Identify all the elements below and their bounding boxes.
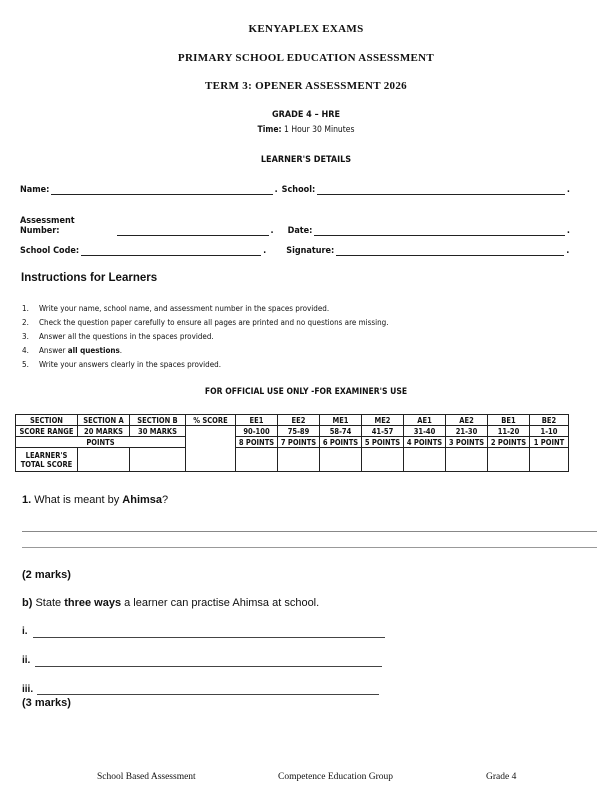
table-header-cell: BE2 xyxy=(530,415,569,426)
instruction-item: 5. Write your answers clearly in the spaces provided. xyxy=(22,360,222,369)
table-cell: 2 POINTS xyxy=(488,437,530,448)
table-row xyxy=(16,448,569,472)
table-cell: LEARNER'S TOTAL SCORE xyxy=(16,448,78,472)
answer-line[interactable] xyxy=(22,531,597,532)
table-header-cell: ME2 xyxy=(362,415,404,426)
table-cell: SCORE RANGE xyxy=(16,426,78,437)
table-row xyxy=(16,426,569,437)
footer-left: School Based Assessment xyxy=(97,772,196,782)
table-header-row xyxy=(16,415,569,426)
table-cell xyxy=(530,448,569,472)
table-cell xyxy=(236,448,278,472)
time-allowed xyxy=(0,125,612,135)
assessment-number-label: Assessment Number: xyxy=(20,216,75,236)
instruction-item: 2. Check the question paper carefully to ensure all pages are printed and no questions are missing. xyxy=(22,318,389,327)
name-school-row: Name: . School: . xyxy=(20,185,570,195)
footer-center: Competence Education Group xyxy=(278,772,394,782)
answer-line[interactable] xyxy=(33,637,385,638)
table-cell: 7 POINTS xyxy=(278,437,320,448)
table-cell: 1-10 xyxy=(530,426,569,437)
table-header-cell: % SCORE xyxy=(186,415,236,426)
school-code-label: School Code: xyxy=(20,246,80,256)
table-cell xyxy=(278,448,320,472)
assessment-date-row: Assessment Number: . Date: . xyxy=(20,216,570,236)
table-cell: 90-100 xyxy=(236,426,278,437)
question-number: 1. xyxy=(22,494,32,506)
answer-item-label: ii. xyxy=(22,655,31,666)
instruction-item: 3. Answer all the questions in the spaces provided. xyxy=(22,332,214,341)
code-signature-row: School Code: . Signature: . xyxy=(20,246,570,256)
table-cell xyxy=(320,448,362,472)
table-cell: 6 POINTS xyxy=(320,437,362,448)
table-cell: 41-57 xyxy=(362,426,404,437)
question-1b: b) State three ways a learner can practise Ahimsa at school. xyxy=(22,597,320,609)
date-label: Date: xyxy=(287,226,313,236)
table-header-cell: ME1 xyxy=(320,415,362,426)
table-header-cell: SECTION xyxy=(16,415,78,426)
instruction-item: 4. Answer all questions. xyxy=(22,346,123,355)
table-header-cell: EE2 xyxy=(278,415,320,426)
table-cell: POINTS xyxy=(16,437,186,448)
table-cell: 5 POINTS xyxy=(362,437,404,448)
table-cell: 3 POINTS xyxy=(446,437,488,448)
instruction-item: 1. Write your name, school name, and assessment number in the spaces provided. xyxy=(22,304,330,313)
section-b-score-cell[interactable] xyxy=(130,448,186,472)
school-label: School: xyxy=(281,185,316,195)
question-1-marks: (2 marks) xyxy=(22,569,71,581)
grade-subject: GRADE 4 – HRE xyxy=(271,110,341,120)
table-cell xyxy=(488,448,530,472)
table-cell: 58-74 xyxy=(320,426,362,437)
learner-details-heading: LEARNER'S DETAILS xyxy=(260,155,352,165)
table-row xyxy=(16,437,569,448)
answer-line[interactable] xyxy=(37,694,379,695)
name-label: Name: xyxy=(20,185,50,195)
question-1b-marks: (3 marks) xyxy=(22,697,71,709)
answer-item-label: iii. xyxy=(22,684,34,695)
name-field[interactable] xyxy=(51,185,272,195)
table-header-cell: AE1 xyxy=(404,415,446,426)
table-cell: 21-30 xyxy=(446,426,488,437)
assessment-title: PRIMARY SCHOOL EDUCATION ASSESSMENT xyxy=(177,52,435,64)
table-header-cell: BE1 xyxy=(488,415,530,426)
school-code-field[interactable] xyxy=(81,246,261,256)
table-cell xyxy=(446,448,488,472)
score-table xyxy=(15,414,569,472)
table-cell: 4 POINTS xyxy=(404,437,446,448)
table-header-cell: SECTION A xyxy=(78,415,130,426)
answer-line[interactable] xyxy=(22,547,597,548)
exam-body-title: KENYAPLEX EXAMS xyxy=(248,23,364,35)
table-cell: 8 POINTS xyxy=(236,437,278,448)
instructions-title: Instructions for Learners xyxy=(21,272,158,284)
table-cell xyxy=(362,448,404,472)
table-header-cell: EE1 xyxy=(236,415,278,426)
table-cell: 1 POINT xyxy=(530,437,569,448)
table-cell xyxy=(404,448,446,472)
table-header-cell: AE2 xyxy=(446,415,488,426)
signature-field[interactable] xyxy=(336,246,564,256)
school-field[interactable] xyxy=(317,185,565,195)
table-cell: 31-40 xyxy=(404,426,446,437)
table-cell: 30 MARKS xyxy=(130,426,186,437)
date-field[interactable] xyxy=(314,226,565,236)
signature-label: Signature: xyxy=(286,246,335,256)
term-title: TERM 3: OPENER ASSESSMENT 2026 xyxy=(205,80,407,92)
percent-score-cell[interactable] xyxy=(186,426,236,472)
table-cell: 20 MARKS xyxy=(78,426,130,437)
assessment-number-field[interactable] xyxy=(117,226,269,236)
footer-right: Grade 4 xyxy=(486,772,517,782)
table-header-cell: SECTION B xyxy=(130,415,186,426)
section-a-score-cell[interactable] xyxy=(78,448,130,472)
table-cell: 11-20 xyxy=(488,426,530,437)
answer-item-label: i. xyxy=(22,626,28,637)
official-use-heading: FOR OFFICIAL USE ONLY -FOR EXAMINER'S USE xyxy=(204,387,408,397)
question-1: 1. What is meant by Ahimsa? xyxy=(22,494,169,506)
time-value: 1 Hour 30 Minutes xyxy=(284,125,355,135)
answer-line[interactable] xyxy=(35,666,382,667)
time-label: Time: xyxy=(257,125,282,135)
table-cell: 75-89 xyxy=(278,426,320,437)
